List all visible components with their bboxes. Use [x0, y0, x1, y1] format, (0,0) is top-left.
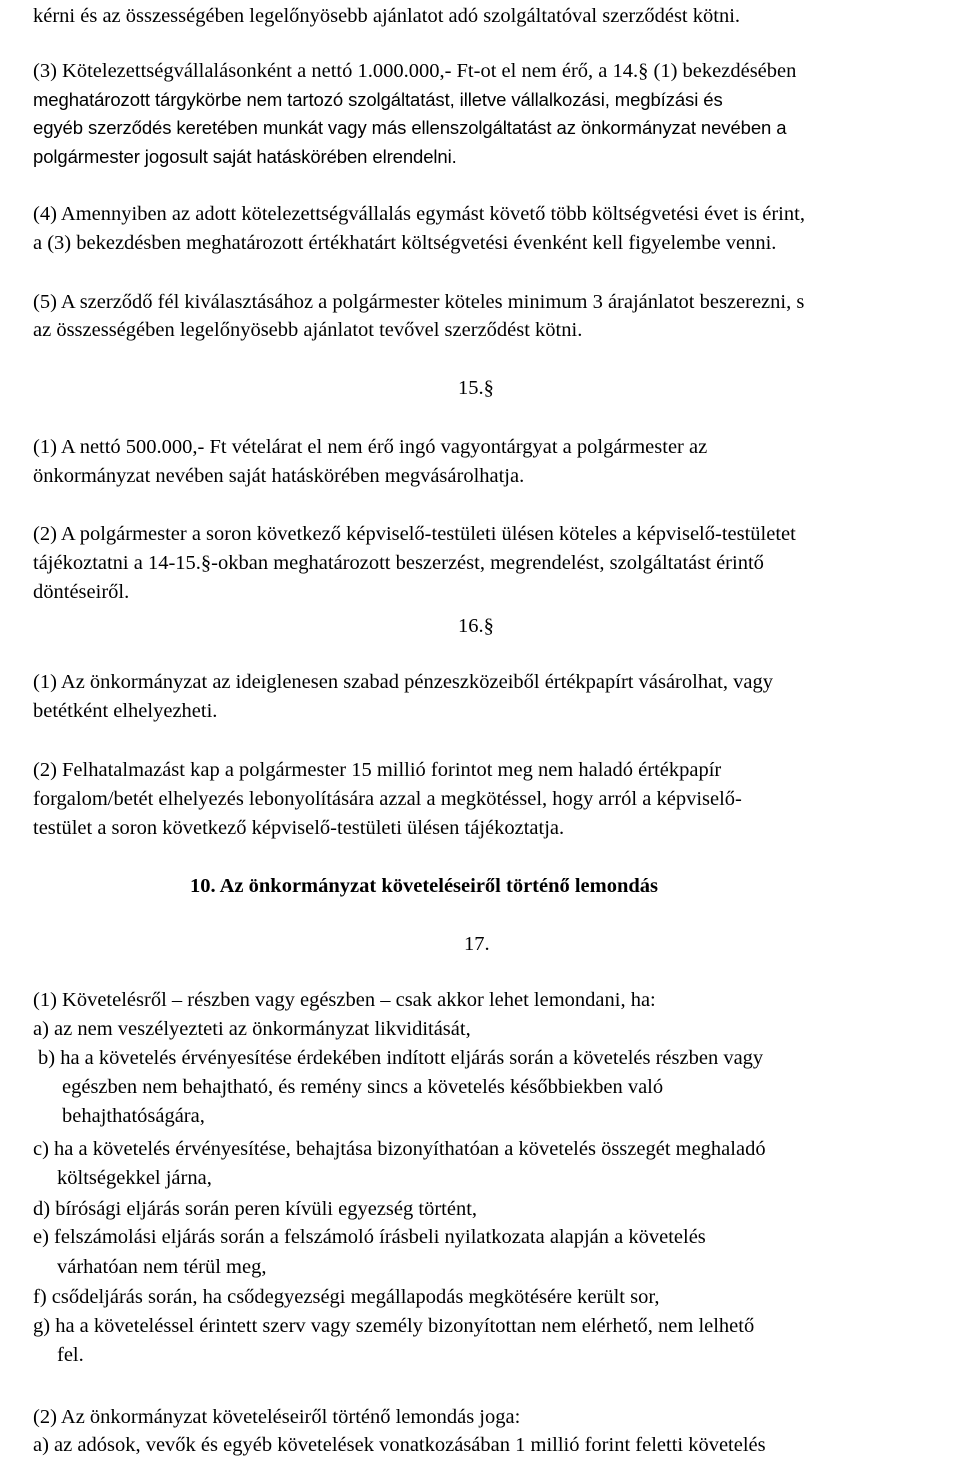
- list-item: g) ha a követeléssel érintett szerv vagy személy bizonyítottan nem elérhető, nem lelhető: [33, 1315, 755, 1337]
- text-line: (2) Felhatalmazást kap a polgármester 15 millió forintot meg nem haladó értékpapír: [33, 759, 722, 781]
- text-line: az összességében legelőnyösebb ajánlatot tevővel szerződést kötni.: [33, 319, 583, 341]
- text-line: kérni és az összességében legelőnyösebb ajánlatot adó szolgáltatóval szerződést kötni.: [33, 5, 741, 27]
- text-line: polgármester jogosult saját hatáskörében elrendelni.: [33, 146, 457, 167]
- text-line: (2) Az önkormányzat követeléseiről történő lemondás joga:: [33, 1406, 521, 1428]
- text-line: (3) Kötelezettségvállalásonként a nettó 1.000.000,- Ft-ot el nem érő, a 14.§ (1) bekezdésében: [33, 60, 797, 82]
- list-item: f) csődeljárás során, ha csődegyezségi megállapodás megkötésére került sor,: [33, 1286, 660, 1308]
- text-line: testület a soron következő képviselő-testületi ülésen tájékoztatja.: [33, 817, 565, 839]
- text-line: döntéseiről.: [33, 581, 130, 603]
- text-line: önkormányzat nevében saját hatáskörében megvásárolhatja.: [33, 465, 525, 487]
- list-item: b) ha a követelés érvényesítése érdekében indított eljárás során a követelés részben vagy: [38, 1047, 764, 1069]
- text-line: betétként elhelyezheti.: [33, 700, 218, 722]
- text-line: (4) Amennyiben az adott kötelezettségvállalás egymást követő több költségvetési évet is érint,: [33, 203, 805, 225]
- text-line: (1) A nettó 500.000,- Ft vételárat el nem érő ingó vagyontárgyat a polgármester az: [33, 436, 708, 458]
- list-item: a) az adósok, vevők és egyéb követelések vonatkozásában 1 millió forint feletti követelés: [33, 1434, 766, 1456]
- list-item: e) felszámolási eljárás során a felszámoló írásbeli nyilatkozata alapján a követelés: [33, 1226, 706, 1248]
- text-line: forgalom/betét elhelyezés lebonyolítására azzal a megkötéssel, hogy arról a képviselő-: [33, 788, 742, 810]
- text-line: a (3) bekezdésben meghatározott értékhatárt költségvetési évenként kell figyelembe venni.: [33, 232, 777, 254]
- text-line: egyéb szerződés keretében munkát vagy más ellenszolgáltatást az önkormányzat nevében a: [33, 117, 787, 138]
- chapter-heading: 10. Az önkormányzat követeléseiről történő lemondás: [190, 875, 659, 897]
- list-item-continuation: várhatóan nem térül meg,: [57, 1256, 267, 1278]
- section-heading: 16.§: [458, 615, 494, 637]
- text-line: (1) Követelésről – részben vagy egészben – csak akkor lehet lemondani, ha:: [33, 989, 656, 1011]
- text-line: tájékoztatni a 14-15.§-okban meghatározott beszerzést, megrendelést, szolgáltatást érintő: [33, 552, 764, 574]
- list-item-continuation: fel.: [57, 1344, 84, 1366]
- text-line: meghatározott tárgykörbe nem tartozó szolgáltatást, illetve vállalkozási, megbízási és: [33, 89, 723, 110]
- section-heading: 17.: [464, 933, 490, 955]
- list-item: c) ha a követelés érvényesítése, behajtása bizonyíthatóan a követelés összegét meghaladó: [33, 1138, 766, 1160]
- list-item: a) az nem veszélyezteti az önkormányzat likviditását,: [33, 1018, 471, 1040]
- text-line: (5) A szerződő fél kiválasztásához a polgármester köteles minimum 3 árajánlatot beszerezni, s: [33, 291, 805, 313]
- section-heading: 15.§: [458, 377, 494, 399]
- text-line: (1) Az önkormányzat az ideiglenesen szabad pénzeszközeiből értékpapírt vásárolhat, vagy: [33, 671, 773, 693]
- list-item: d) bírósági eljárás során peren kívüli egyezség történt,: [33, 1198, 478, 1220]
- list-item-continuation: behajthatóságára,: [62, 1105, 205, 1127]
- list-item-continuation: költségekkel járna,: [57, 1167, 212, 1189]
- text-line: (2) A polgármester a soron következő képviselő-testületi ülésen köteles a képviselő-testületet: [33, 523, 796, 545]
- list-item-continuation: egészben nem behajtható, és remény sincs a követelés későbbiekben való: [62, 1076, 664, 1098]
